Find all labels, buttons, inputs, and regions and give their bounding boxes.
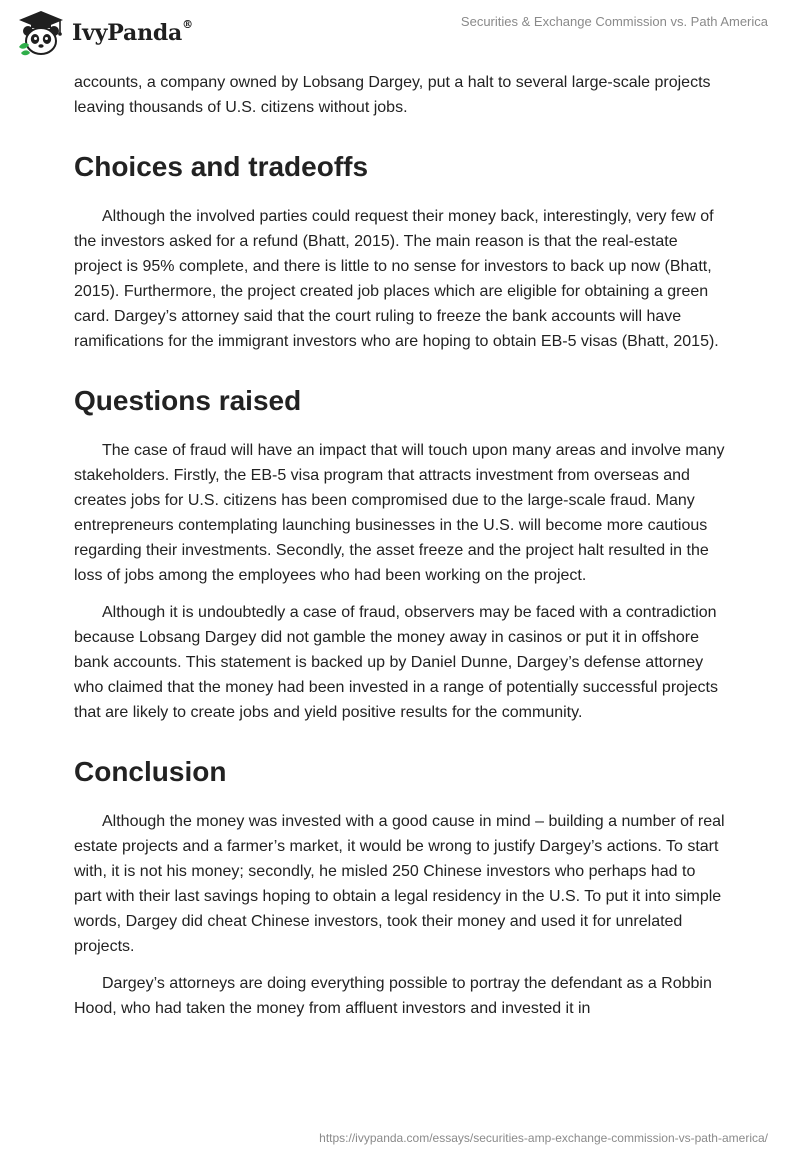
panda-graduate-icon [16,9,66,57]
logo-wordmark [72,20,193,46]
page-header [0,0,800,66]
paragraph: Although it is undoubtedly a case of fraud, observers may be faced with a contradiction because Lobsang Dargey did not gamble the money away in casinos or put it in offshore bank accounts. This statement is backed up by Daniel Dunne, Dargey’s defense attorney who claimed that the money had been invested in a range of potentially successful projects that are likely to create jobs and yield positive results for the community. [74,604,718,721]
paragraph: Although the involved parties could request their money back, interestingly, very few of the investors asked for a refund (Bhatt, 2015). The main reason is that the real-estate project is 95% complete, and there is little to no sense for investors to back up now (Bhatt, 2015). Furthermore, the project created job places which are eligible for obtaining a green card. Dargey’s attorney said that the court ruling to freeze the bank accounts will have ramifications for the immigrant investors who are hoping to obtain EB-5 visas (Bhatt, 2015). [74,208,719,350]
ivypanda-logo[interactable] [16,9,193,57]
section-heading-choices: Choices and tradeoffs [74,151,369,182]
paragraph: Although the money was invested with a good cause in mind – building a number of real estate projects and a farmer’s market, it would be wrong to justify Dargey’s actions. To start with, it is not his money; secondly, he misled 250 Chinese investors who perhaps had to part with their last savings hoping to obtain a legal residency in the U.S. To put it into simple words, Dargey did cheat Chinese investors, took their money and used it for unrelated projects. [74,813,725,955]
intro-paragraph: accounts, a company owned by Lobsang Dargey, put a halt to several large-scale projects leaving thousands of U.S. citizens without jobs. [74,74,711,116]
essay-content [74,70,726,1033]
paragraph: The case of fraud will have an impact that will touch upon many areas and involve many stakeholders. Firstly, the EB-5 visa program that attracts investment from overseas and creates jobs for U.S. citizens has been compromised due to the large-scale fraud. Many entrepreneurs contemplating launching businesses in the U.S. will become more cautious regarding their investments. Secondly, the asset freeze and the project halt resulted in the loss of jobs among the employees who had been working on the project. [74,442,725,584]
document-title: Securities & Exchange Commission vs. Path America [460,14,768,29]
section-heading-questions: Questions raised [74,385,302,416]
source-url[interactable]: https://ivypanda.com/essays/securities-amp-exchange-commission-vs-path-america/ [319,1131,768,1145]
logo-text: IvyPanda [72,20,183,46]
paragraph: Dargey’s attorneys are doing everything possible to portray the defendant as a Robbin Hood, who had taken the money from affluent investors and invested it in [74,975,712,1017]
section-heading-conclusion: Conclusion [74,756,227,787]
registered-mark: ® [182,18,193,31]
